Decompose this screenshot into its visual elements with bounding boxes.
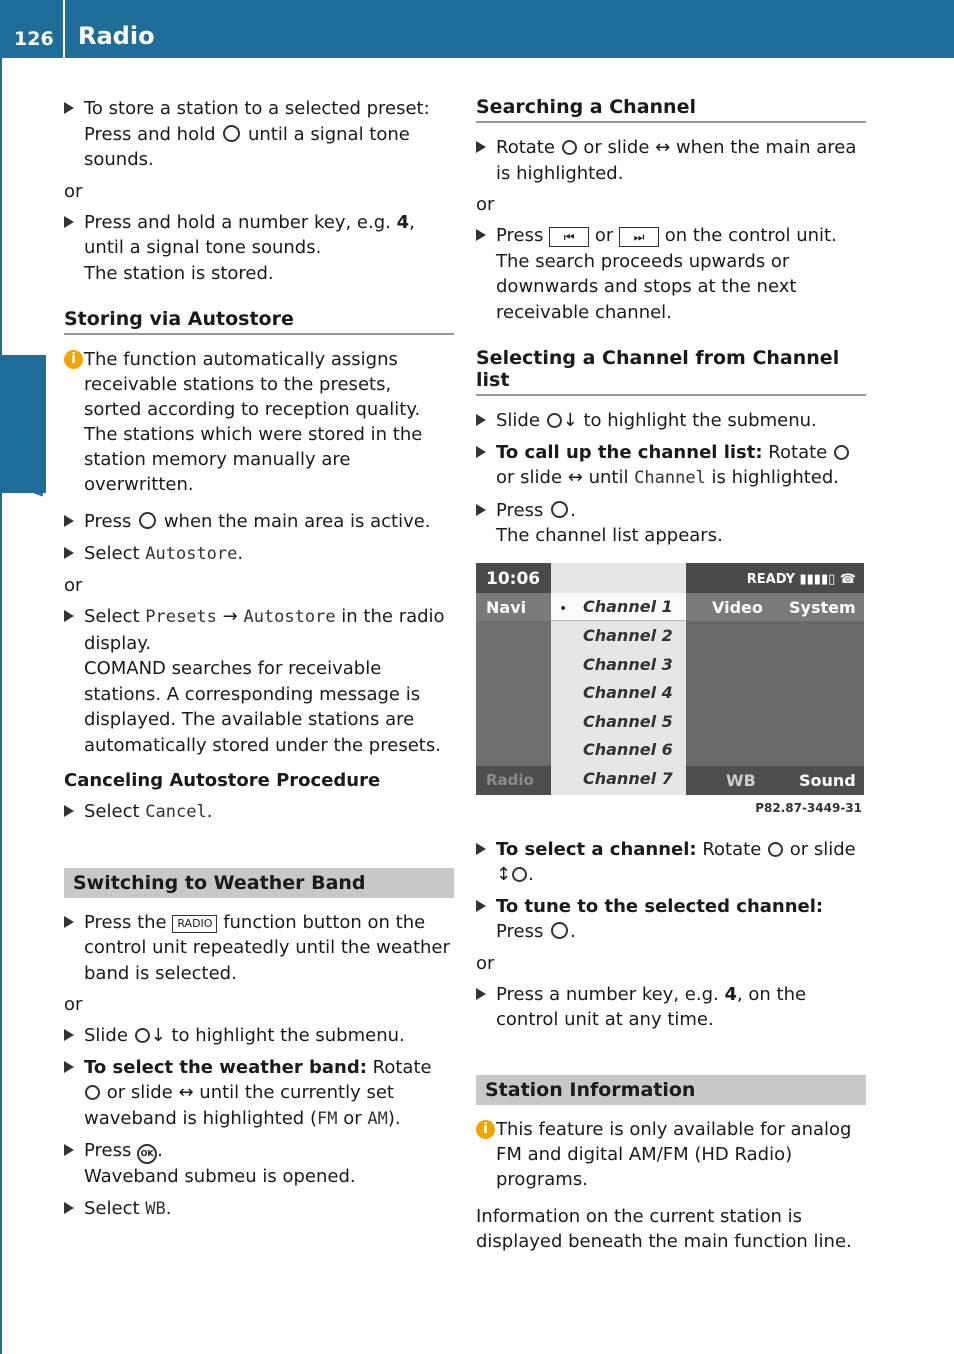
step-arrow-icon xyxy=(64,1029,74,1041)
selected-dot-icon: • xyxy=(559,600,568,617)
or-text: or xyxy=(476,194,495,215)
rotate-controller-icon xyxy=(562,140,577,155)
list-item: To call up the channel list: Rotate or slide ↔ until Channel is highlighted. xyxy=(476,440,866,492)
section-tab-label: Audio xyxy=(16,406,50,497)
screen-menu-navi: Navi xyxy=(486,597,527,617)
list-item: To store a station to a selected preset: Press and hold until a signal tone sounds. xyxy=(64,96,454,173)
controller-icon xyxy=(512,867,527,882)
step-arrow-icon xyxy=(476,414,486,426)
step-arrow-icon xyxy=(64,102,74,114)
rotate-controller-icon xyxy=(85,1085,100,1100)
page-number: 126 xyxy=(14,28,54,50)
display-screenshot xyxy=(476,563,864,795)
info-note: i The function automatically assigns receivable stations to the presets, sorted according to reception quality. The stations which were stored in the station memory manually are overwritten. xyxy=(64,347,454,497)
step-arrow-icon xyxy=(64,547,74,559)
step-arrow-icon xyxy=(476,843,486,855)
list-item: To select the weather band: Rotate or slide ↔ until the currently set waveband is highlighted (FM or AM). xyxy=(64,1055,454,1133)
rotate-controller-icon xyxy=(768,842,783,857)
info-icon: i xyxy=(476,1120,495,1139)
slide-left-right-icon: ↔ xyxy=(567,467,583,488)
skip-forward-icon: ⏭ xyxy=(619,227,659,247)
section-heading: Storing via Autostore xyxy=(64,308,454,335)
list-item: Select WB. xyxy=(64,1196,454,1223)
step-arrow-icon xyxy=(64,916,74,928)
section-band-heading: Station Information xyxy=(476,1075,866,1105)
press-knob-icon xyxy=(223,125,240,142)
channel-item: Channel 6 xyxy=(583,739,673,759)
info-note: i This feature is only available for analog FM and digital AM/FM (HD Radio) programs. xyxy=(476,1117,866,1192)
channel-list xyxy=(551,563,686,795)
or-text: or xyxy=(64,994,83,1015)
slide-left-right-icon: ↔ xyxy=(655,137,671,158)
list-item: Press when the main area is active. xyxy=(64,509,454,535)
step-arrow-icon xyxy=(476,446,486,458)
step-arrow-icon xyxy=(64,515,74,527)
step-arrow-icon xyxy=(476,988,486,1000)
step-arrow-icon xyxy=(476,141,486,153)
channel-item: Channel 1 xyxy=(583,596,673,616)
controller-icon xyxy=(547,413,562,428)
skip-back-icon: ⏮ xyxy=(549,227,589,247)
rotate-controller-icon xyxy=(834,445,849,460)
figure-code: P82.87-3449-31 xyxy=(755,800,862,815)
section-band-heading: Switching to Weather Band xyxy=(64,868,454,898)
screen-menu-system: System xyxy=(789,597,856,617)
step-arrow-icon xyxy=(64,216,74,228)
list-item: To tune to the selected channel: Press . xyxy=(476,894,866,945)
channel-item: Channel 5 xyxy=(583,711,673,731)
or-text: or xyxy=(64,180,83,202)
step-arrow-icon xyxy=(64,610,74,622)
screen-status: READY ▮▮▮▮▯ ☎ xyxy=(746,571,856,587)
screen-menu-video: Video xyxy=(712,597,763,617)
list-item: Press the RADIO function button on the control unit repeatedly until the weather band is selected. xyxy=(64,910,454,987)
screen-radio: Radio xyxy=(486,770,534,789)
list-item: Select Autostore. xyxy=(64,541,454,568)
list-item: Select Cancel. xyxy=(64,799,454,826)
list-item: Rotate or slide ↔ when the main area is highlighted. xyxy=(476,135,866,186)
page-header xyxy=(0,0,954,58)
radio-key-icon: RADIO xyxy=(172,915,217,933)
page-title: Radio xyxy=(78,22,155,50)
left-column xyxy=(64,96,454,1228)
screen-left-panel xyxy=(476,621,551,766)
list-item: Press . The channel list appears. xyxy=(476,498,866,549)
subheading: Canceling Autostore Procedure xyxy=(64,770,381,791)
step-arrow-icon xyxy=(64,1061,74,1073)
list-item: Select Presets → Autostore in the radio display. COMAND searches for receivable stations. A corresponding message is displayed. The available stations are automatically stored under the presets. xyxy=(64,604,454,758)
channel-item: Channel 4 xyxy=(583,682,673,702)
or-text: or xyxy=(64,575,83,596)
screen-right-panel xyxy=(686,621,864,766)
channel-item: Channel 3 xyxy=(583,654,673,674)
slide-down-icon: ↓ xyxy=(150,1025,166,1046)
header-divider xyxy=(63,0,65,58)
list-item: Slide ↓ to highlight the submenu. xyxy=(476,408,866,434)
list-item: Press OK . Waveband submeu is opened. xyxy=(64,1138,454,1190)
slide-up-down-icon: ↕ xyxy=(496,864,512,885)
list-item: Press a number key, e.g. 4, on the control unit at any time. xyxy=(476,982,866,1033)
or-text: or xyxy=(476,952,495,974)
press-knob-icon xyxy=(139,512,156,529)
step-arrow-icon xyxy=(64,1144,74,1156)
section-heading: Selecting a Channel from Channel list xyxy=(476,347,866,396)
screen-wb: WB xyxy=(726,770,756,790)
slide-left-icon: ↔ xyxy=(178,1082,194,1103)
step-arrow-icon xyxy=(476,900,486,912)
paragraph: Information on the current station is displayed beneath the main function line. xyxy=(476,1205,852,1252)
list-item: Press and hold a number key, e.g. 4, until a signal tone sounds. The station is stored. xyxy=(64,210,454,287)
slide-down-icon: ↓ xyxy=(562,410,578,431)
screen-time: 10:06 xyxy=(486,568,541,589)
channel-item: Channel 7 xyxy=(583,768,673,788)
controller-icon xyxy=(135,1028,150,1043)
list-item: Press ⏮ or ⏭ on the control unit. The search proceeds upwards or downwards and stops at the next receivable channel. xyxy=(476,223,866,325)
screen-sound: Sound xyxy=(799,770,856,790)
step-arrow-icon xyxy=(476,504,486,516)
step-arrow-icon xyxy=(64,1202,74,1214)
info-icon: i xyxy=(64,350,83,369)
press-knob-icon xyxy=(551,922,568,939)
step-arrow-icon xyxy=(476,229,486,241)
press-knob-icon xyxy=(551,501,568,518)
list-item: To select a channel: Rotate or slide ↕ . xyxy=(476,837,866,888)
right-column xyxy=(476,96,866,1254)
section-heading: Searching a Channel xyxy=(476,96,866,123)
side-strip xyxy=(0,58,2,1354)
step-arrow-icon xyxy=(64,805,74,817)
ok-button-icon: OK xyxy=(137,1144,157,1164)
channel-item: Channel 2 xyxy=(583,625,673,645)
list-item: Slide ↓ to highlight the submenu. xyxy=(64,1023,454,1049)
